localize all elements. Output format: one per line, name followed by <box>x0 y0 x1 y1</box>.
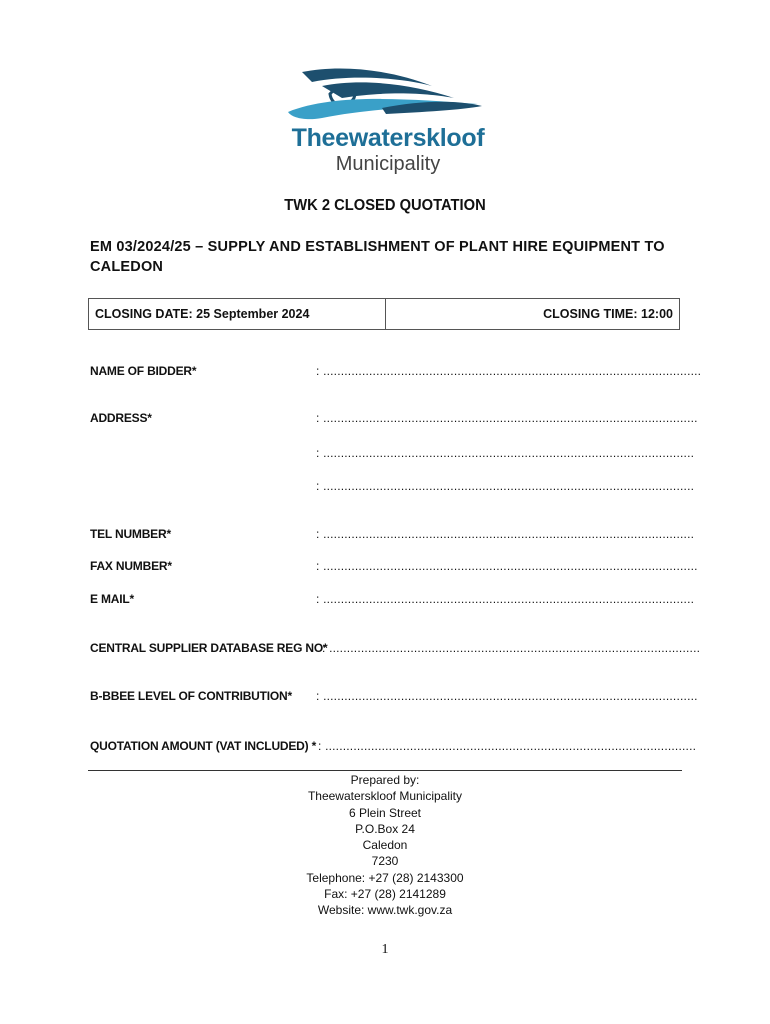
address-label: ADDRESS* <box>90 411 152 425</box>
bidder-name-label: NAME OF BIDDER* <box>90 364 197 378</box>
fax-number-field[interactable]: : .......................................................................................................... <box>316 559 698 573</box>
closing-info-box <box>88 298 680 330</box>
prepared-by-block <box>0 772 770 919</box>
fax-number-label: FAX NUMBER* <box>90 559 172 573</box>
wave-logo-icon <box>282 64 488 124</box>
document-title: TWK 2 CLOSED QUOTATION <box>284 197 486 214</box>
tel-number-field[interactable]: : ......................................................................................................... <box>316 527 695 541</box>
tel-number-label: TEL NUMBER* <box>90 527 171 541</box>
municipality-logo <box>282 64 488 182</box>
email-label: E MAIL* <box>90 592 134 606</box>
divider-line <box>88 770 682 771</box>
bbbee-level-label: B-BBEE LEVEL OF CONTRIBUTION* <box>90 689 292 703</box>
csd-reg-field[interactable]: : ......................................................................................................... <box>322 641 701 655</box>
prepared-town: Caledon <box>362 838 408 853</box>
address-field-line-3[interactable]: : ......................................................................................................... <box>316 479 695 493</box>
bidder-name-field[interactable]: : ........................................................................................................... <box>316 364 702 378</box>
address-field-line-2[interactable]: : ......................................................................................................... <box>316 446 695 460</box>
logo-subtitle: Municipality <box>335 153 441 175</box>
closing-date: CLOSING DATE: 25 September 2024 <box>89 299 386 329</box>
prepared-website: Website: www.twk.gov.za <box>317 903 453 918</box>
email-field[interactable]: : ......................................................................................................... <box>316 592 695 606</box>
prepared-org: Theewaterskloof Municipality <box>307 789 463 804</box>
quotation-amount-field[interactable]: : ......................................................................................................... <box>318 739 697 753</box>
page-number: 1 <box>381 942 389 957</box>
prepared-po-box: P.O.Box 24 <box>355 821 415 836</box>
quotation-amount-label: QUOTATION AMOUNT (VAT INCLUDED) * <box>90 739 317 753</box>
bbbee-level-field[interactable]: : .......................................................................................................... <box>316 689 698 703</box>
tender-subtitle: EM 03/2024/25 – SUPPLY AND ESTABLISHMENT OF PLANT HIRE EQUIPMENT TO CALEDON <box>90 239 665 275</box>
prepared-heading: Prepared by: <box>350 773 420 787</box>
csd-reg-label: CENTRAL SUPPLIER DATABASE REG NO* <box>90 641 328 655</box>
prepared-fax: Fax: +27 (28) 2141289 <box>324 887 446 902</box>
closing-time: CLOSING TIME: 12:00 <box>543 307 673 321</box>
prepared-street: 6 Plein Street <box>348 805 422 820</box>
prepared-postal-code: 7230 <box>371 854 399 869</box>
prepared-telephone: Telephone: +27 (28) 2143300 <box>306 870 464 885</box>
logo-name: Theewaterskloof <box>291 124 485 152</box>
address-field-line-1[interactable]: : .......................................................................................................... <box>316 411 698 425</box>
